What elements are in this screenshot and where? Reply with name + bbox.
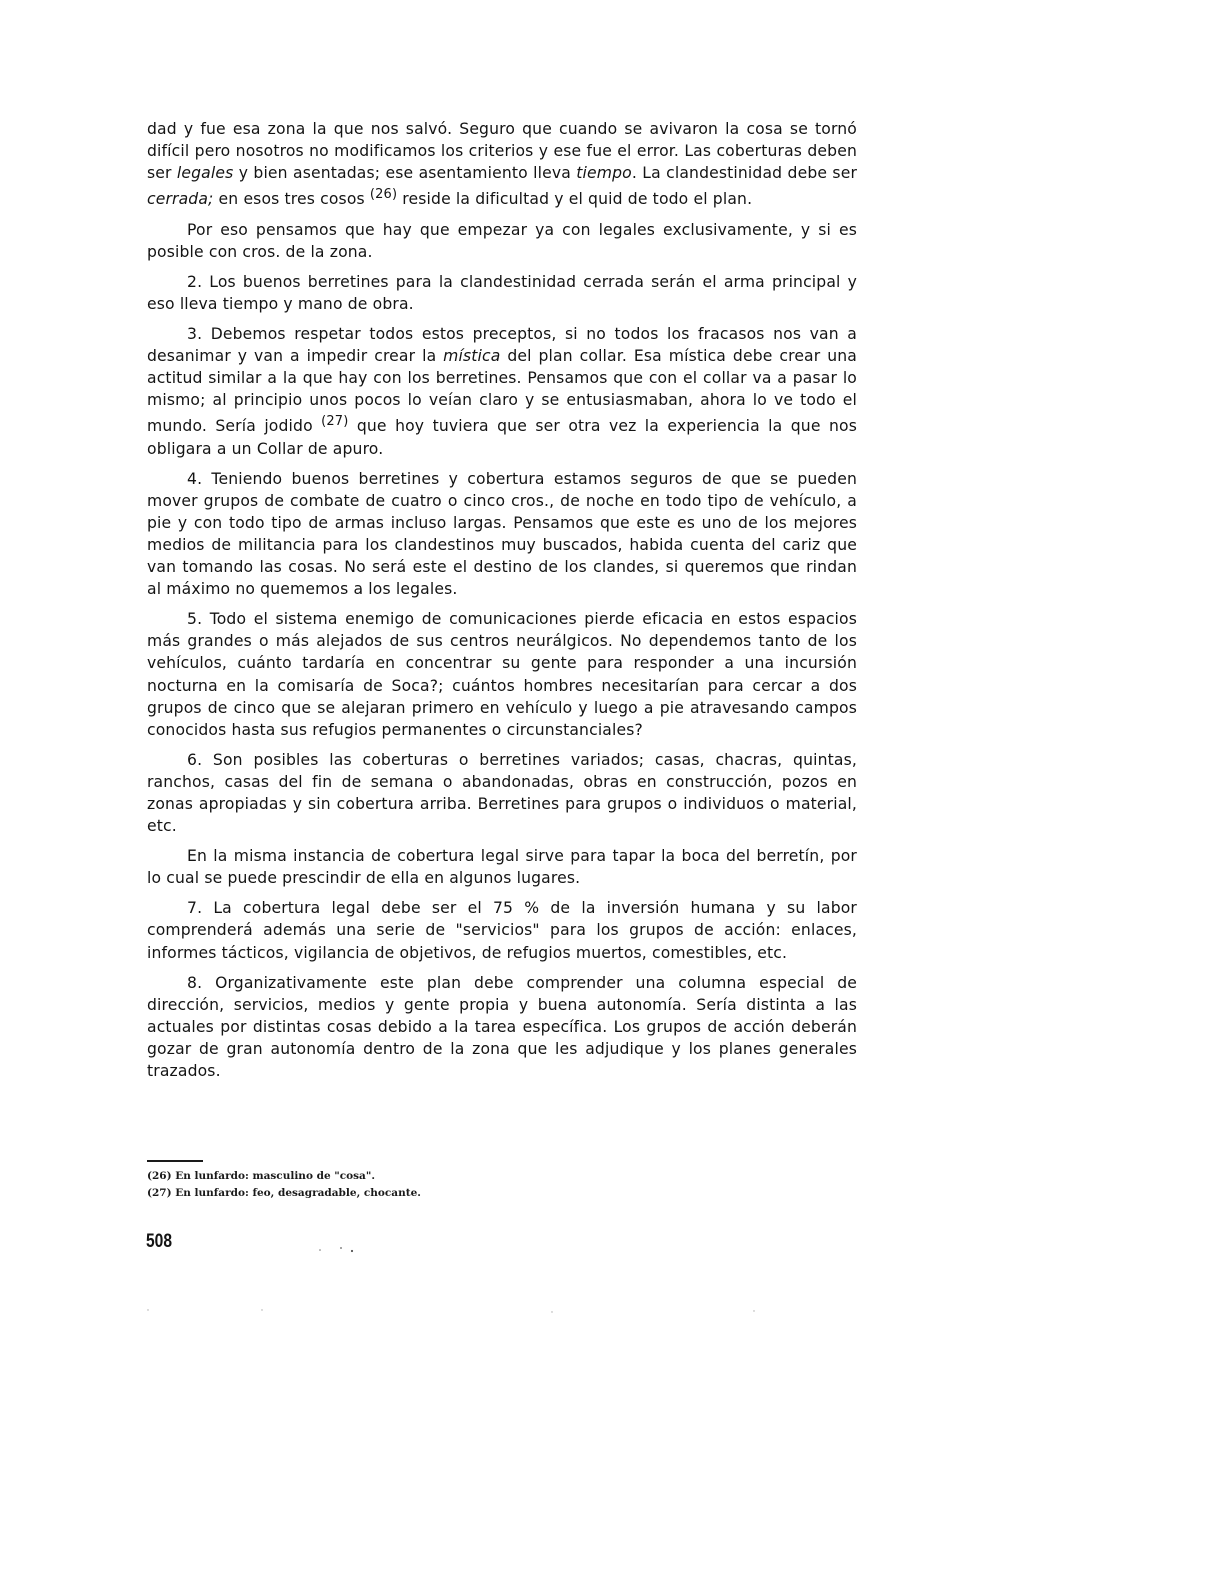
paragraph-item-6: 6. Son posibles las coberturas o berretines variados; casas, chacras, quintas, ranchos, casas del fin de semana o abandonadas, obras en construcción, pozos en zonas apropiadas y sin cobertura arriba. Berretines para grupos o individuos o material, etc. [147,750,857,836]
body-text [147,118,857,1090]
speck [351,1250,353,1252]
speck [261,1309,262,1310]
paragraph: Por eso pensamos que hay que empezar ya con legales exclusivamente, y si es posible con cros. de la zona. [147,220,857,261]
speck [753,1310,754,1311]
footnotes [147,1160,857,1202]
paragraph-item-4: 4. Teniendo buenos berretines y cobertura estamos seguros de que se pueden mover grupos de combate de cuatro o cinco cros., de noche en todo tipo de vehículo, a pie y con todo tipo de armas incluso largas. Pensamos que este es uno de los mejores medios de militancia para los clandestinos muy buscados, habida cuenta del cariz que van tomando las cosas. No será este el destino de los clandes, si queremos que rindan al máximo no quememos a los legales. [147,469,857,599]
footnote-rule [147,1160,203,1162]
paragraph-item-7: 7. La cobertura legal debe ser el 75 % de la inversión humana y su labor comprenderá además una serie de "servicios" para los grupos de acción: enlaces, informes tácticos, vigilancia de objetivos, de refugios muertos, comestibles, etc. [147,899,857,962]
page-number: 508 [146,1231,172,1252]
paragraph-item-2: 2. Los buenos berretines para la clandestinidad cerrada serán el arma principal y eso lleva tiempo y mano de obra. [147,272,857,313]
speck [147,1309,148,1310]
paragraph-item-5: 5. Todo el sistema enemigo de comunicaciones pierde eficacia en estos espacios más grandes o más alejados de sus centros neurálgicos. No dependemos tanto de los vehículos, cuánto tardaría en concentrar su gente para responder a una incursión nocturna en la comisaría de Soca?; cuántos hombres necesitarían para cercar a dos grupos de cinco que se alejaran primero en vehículo y luego a pie atravesando campos conocidos hasta sus refugios permanentes o circunstanciales? [147,610,857,739]
footnote-26: (26) En lunfardo: masculino de "cosa". [147,1170,375,1182]
footnote-27: (27) En lunfardo: feo, desagradable, chocante. [147,1187,421,1199]
paragraph-continuation: dad y fue esa zona la que nos salvó. Seguro que cuando se avivaron la cosa se tornó difícil pero nosotros no modificamos los criterios y ese fue el error. Las coberturas deben ser legales y bien asentadas; ese asentamiento lleva tiempo. La clandestinidad debe ser cerrada; en esos tres cosos $^{(26)}$ reside la dificultad y el quid de todo el plan. [147,120,858,209]
speck [340,1247,342,1249]
speck [319,1249,321,1251]
paragraph: En la misma instancia de cobertura legal sirve para tapar la boca del berretín, por lo cual se puede prescindir de ella en algunos lugares. [147,847,857,888]
paragraph-item-3: 3. Debemos respetar todos estos preceptos, si no todos los fracasos nos van a desanimar y van a impedir crear la mística del plan collar. Esa mística debe crear una actitud similar a la que hay con los berretines. Pensamos que con el collar va a pasar lo mismo; al principio unos pocos lo veían claro y se entusiasmaban, ahora lo ve todo el mundo. Sería jodido $^{(27)}$ que hoy tuviera que ser otra vez la experiencia la que nos obligara a un Collar de apuro. [147,324,857,458]
speck [551,1311,552,1312]
paragraph-item-8: 8. Organizativamente este plan debe comprender una columna especial de dirección, servicios, medios y gente propia y buena autonomía. Sería distinta a las actuales por distintas cosas debido a la tarea específica. Los grupos de acción deberán gozar de gran autonomía dentro de la zona que les adjudique y los planes generales trazados. [147,973,857,1081]
